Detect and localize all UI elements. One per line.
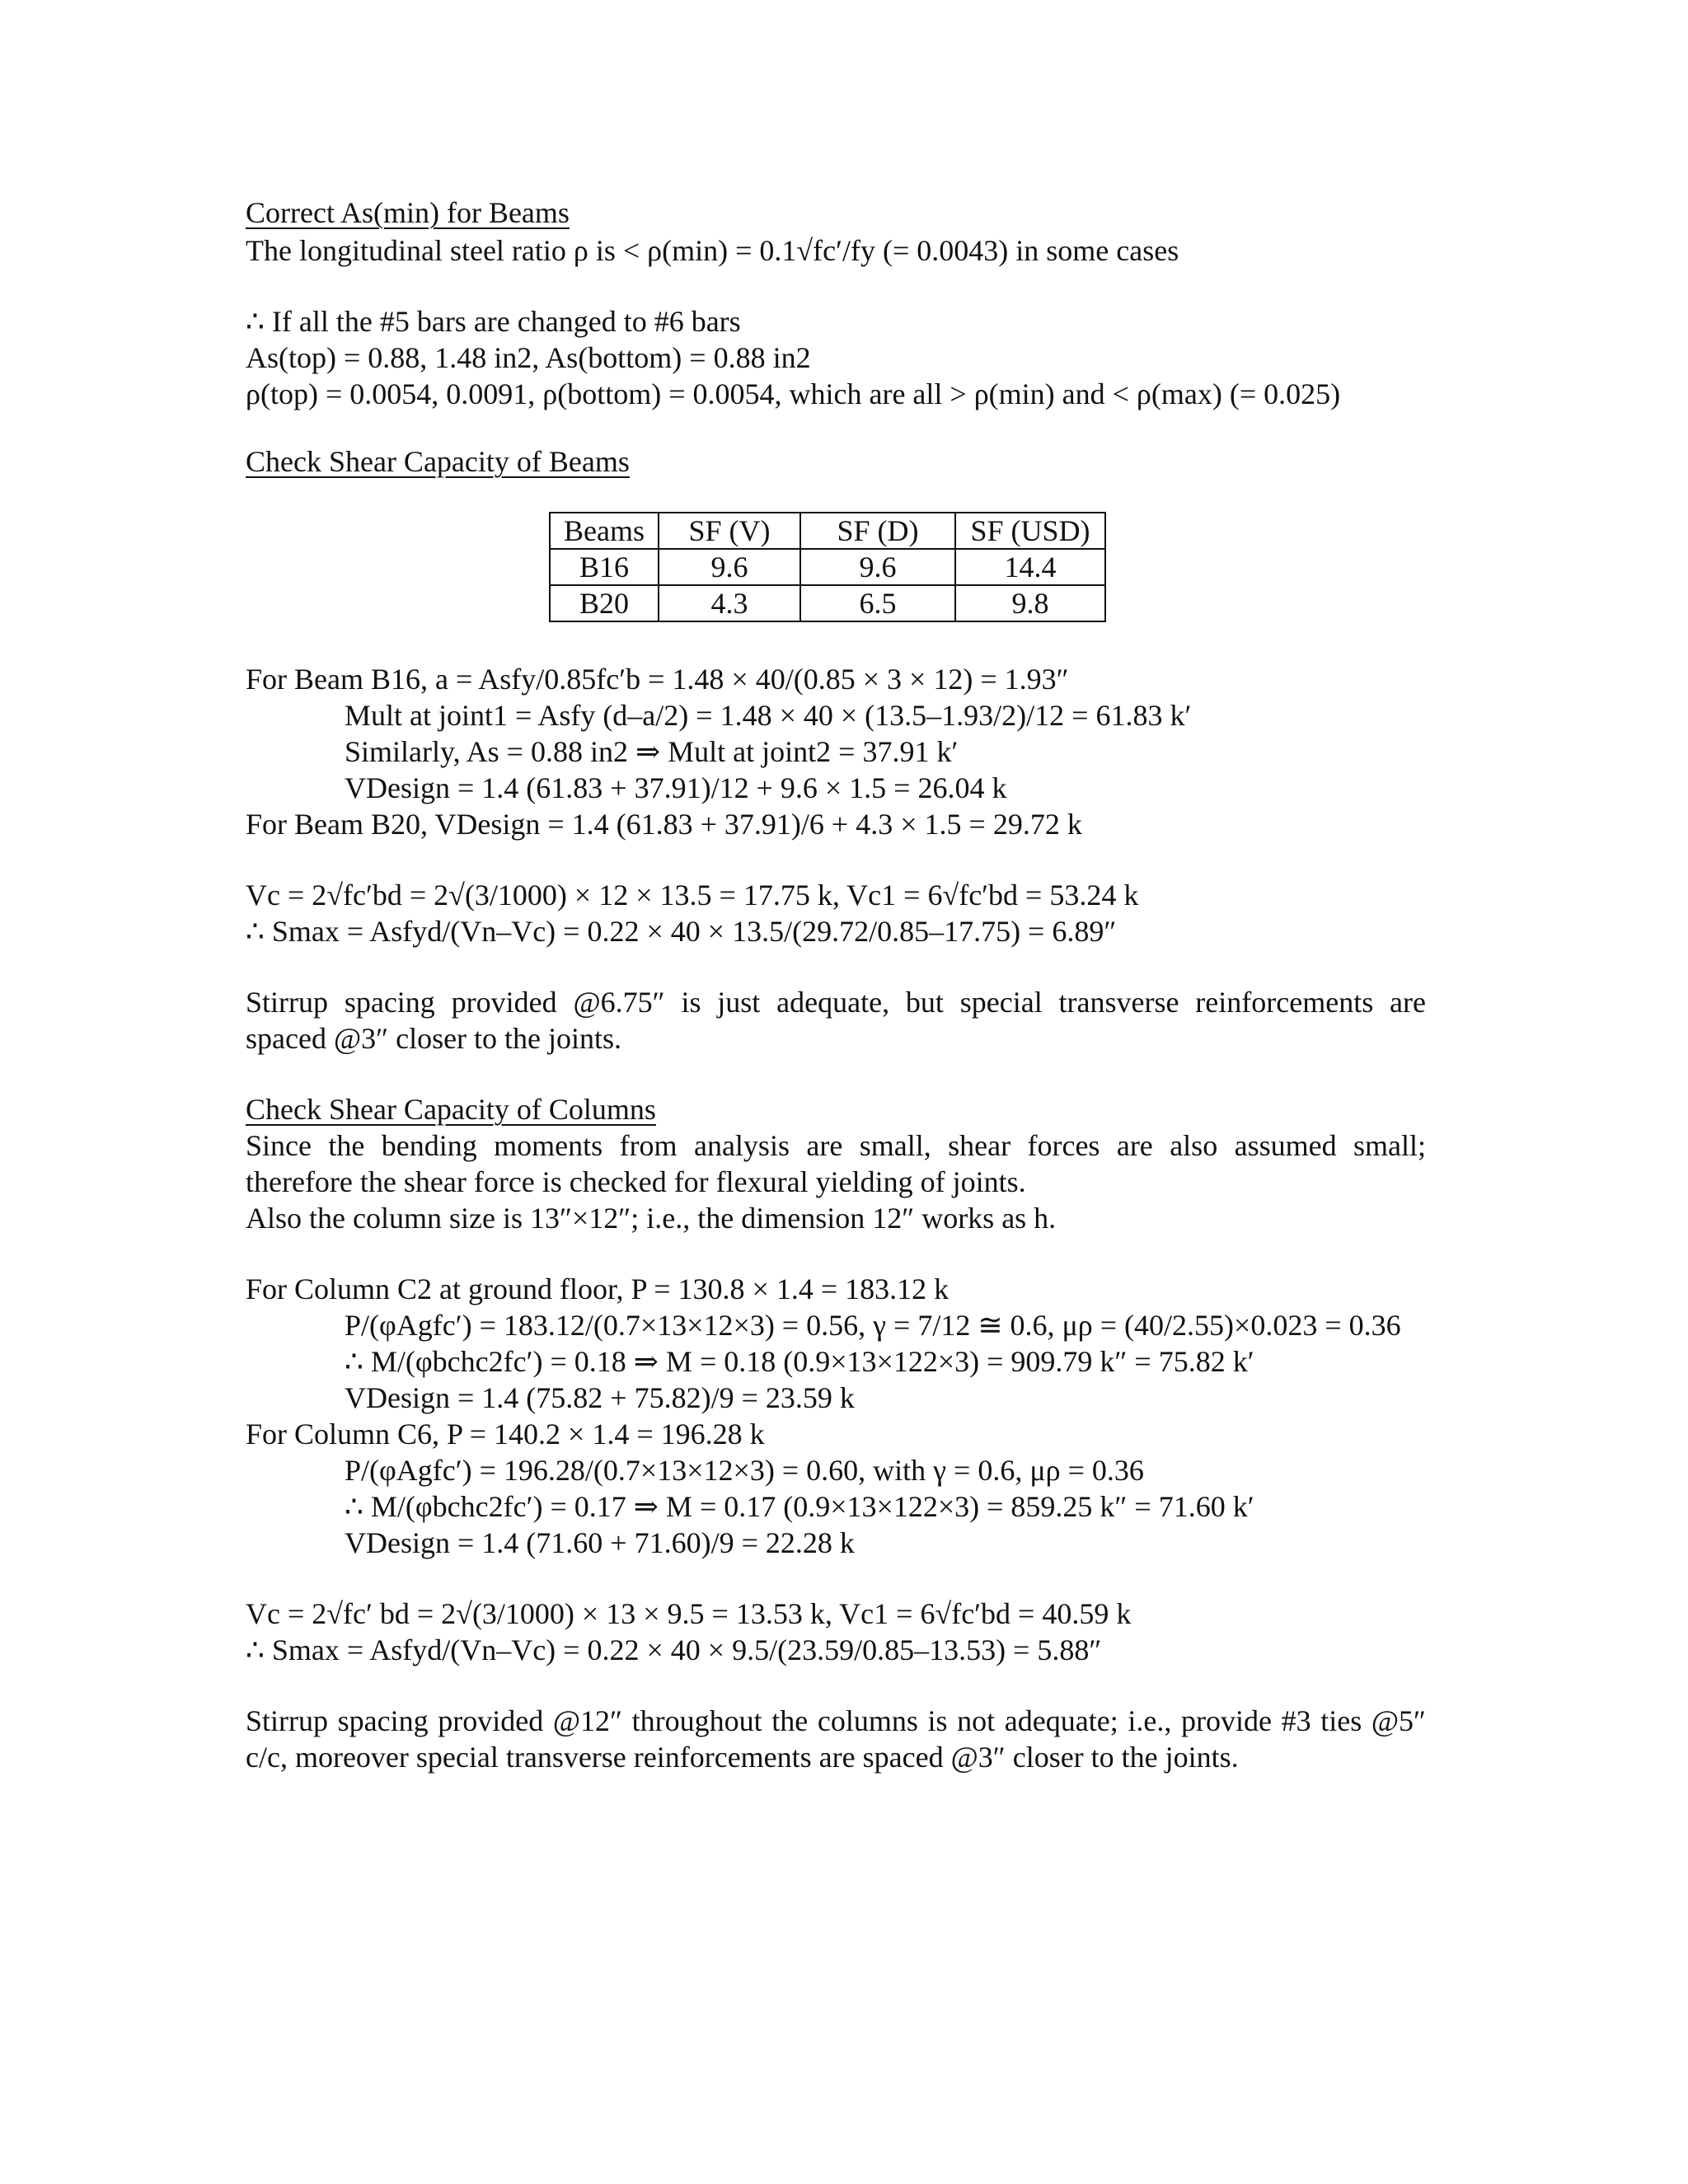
table-row — [550, 549, 1105, 585]
table-cell: 6.5 — [800, 585, 955, 621]
text-line: For Column C2 at ground floor, P = 130.8 × 1.4 = 183.12 k — [246, 1272, 950, 1305]
table-cell: 9.8 — [955, 585, 1105, 621]
text-line: ∴ M/(φbchc2fc′) = 0.17 ⇒ M = 0.17 (0.9×13×122×3) = 859.25 k″ = 71.60 k′ — [345, 1490, 1254, 1523]
text-line: Also the column size is 13″×12″; i.e., the dimension 12″ works as h. — [246, 1202, 1057, 1235]
text-line: Vc = 2√fc′ bd = 2√(3/1000) × 13 × 9.5 = 13.53 k, Vc1 = 6√fc′bd = 40.59 k — [246, 1597, 1132, 1630]
table-header-cell: SF (D) — [800, 513, 955, 549]
table-header-cell: SF (USD) — [955, 513, 1105, 549]
text-line: therefore the shear force is checked for flexural yielding of joints. — [246, 1165, 1026, 1198]
text-line: ∴ M/(φbchc2fc′) = 0.18 ⇒ M = 0.18 (0.9×13×122×3) = 909.79 k″ = 75.82 k′ — [345, 1345, 1254, 1378]
table-header-cell: Beams — [550, 513, 659, 549]
text-line: ρ(top) = 0.0054, 0.0091, ρ(bottom) = 0.0054, which are all > ρ(min) and < ρ(max) (= 0.025) — [246, 377, 1341, 410]
text-line: Stirrup spacing provided @6.75″ is just adequate, but special transverse reinforcements are — [246, 986, 1426, 1019]
text-line: ∴ If all the #5 bars are changed to #6 bars — [246, 305, 741, 338]
text-line: Since the bending moments from analysis are small, shear forces are also assumed small; — [246, 1129, 1426, 1162]
text-line: ∴ Smax = Asfyd/(Vn–Vc) = 0.22 × 40 × 9.5/(23.59/0.85–13.53) = 5.88″ — [246, 1633, 1102, 1666]
heading-check-shear-columns: Check Shear Capacity of Columns — [246, 1093, 656, 1126]
text-line: Mult at joint1 = Asfy (d–a/2) = 1.48 × 40 × (13.5–1.93/2)/12 = 61.83 k′ — [345, 699, 1192, 732]
text-line: VDesign = 1.4 (75.82 + 75.82)/9 = 23.59 k — [345, 1381, 855, 1414]
text-line: P/(φAgfc′) = 183.12/(0.7×13×12×3) = 0.56, γ = 7/12 ≅ 0.6, μρ = (40/2.55)×0.023 = 0.36 — [345, 1309, 1401, 1342]
text-line: As(top) = 0.88, 1.48 in2, As(bottom) = 0.88 in2 — [246, 341, 811, 374]
text-line: For Beam B16, a = Asfy/0.85fc′b = 1.48 × 40/(0.85 × 3 × 12) = 1.93″ — [246, 663, 1069, 696]
table-header-row — [550, 513, 1105, 549]
text-line: Similarly, As = 0.88 in2 ⇒ Mult at joint2 = 37.91 k′ — [345, 735, 959, 768]
text-line: P/(φAgfc′) = 196.28/(0.7×13×12×3) = 0.60, with γ = 0.6, μρ = 0.36 — [345, 1454, 1144, 1487]
text-line: VDesign = 1.4 (71.60 + 71.60)/9 = 22.28 k — [345, 1526, 855, 1559]
table-cell: 4.3 — [659, 585, 800, 621]
text-line: For Column C6, P = 140.2 × 1.4 = 196.28 k — [246, 1418, 765, 1451]
text-line: For Beam B20, VDesign = 1.4 (61.83 + 37.91)/6 + 4.3 × 1.5 = 29.72 k — [246, 808, 1082, 841]
table-cell: B16 — [550, 549, 659, 585]
text-line: VDesign = 1.4 (61.83 + 37.91)/12 + 9.6 × 1.5 = 26.04 k — [345, 771, 1007, 804]
table-header-cell: SF (V) — [659, 513, 800, 549]
text-line: Stirrup spacing provided @12″ throughout the columns is not adequate; i.e., provide #3 ties @5″ — [246, 1704, 1426, 1737]
text-line: c/c, moreover special transverse reinforcements are spaced @3″ closer to the joints. — [246, 1741, 1239, 1774]
text-line: spaced @3″ closer to the joints. — [246, 1022, 622, 1055]
text-line: Vc = 2√fc′bd = 2√(3/1000) × 12 × 13.5 = 17.75 k, Vc1 = 6√fc′bd = 53.24 k — [246, 879, 1139, 912]
heading-correct-as-min: Correct As(min) for Beams — [246, 196, 570, 229]
text-line: ∴ Smax = Asfyd/(Vn–Vc) = 0.22 × 40 × 13.5/(29.72/0.85–17.75) = 6.89″ — [246, 915, 1117, 948]
heading-check-shear-beams: Check Shear Capacity of Beams — [246, 445, 630, 478]
table-cell: 9.6 — [659, 549, 800, 585]
table-cell: 14.4 — [955, 549, 1105, 585]
table-row — [550, 585, 1105, 621]
text-line: The longitudinal steel ratio ρ is < ρ(min) = 0.1√fc′/fy (= 0.0043) in some cases — [246, 234, 1179, 267]
table-cell: B20 — [550, 585, 659, 621]
table-cell: 9.6 — [800, 549, 955, 585]
shear-force-table — [549, 512, 1106, 622]
